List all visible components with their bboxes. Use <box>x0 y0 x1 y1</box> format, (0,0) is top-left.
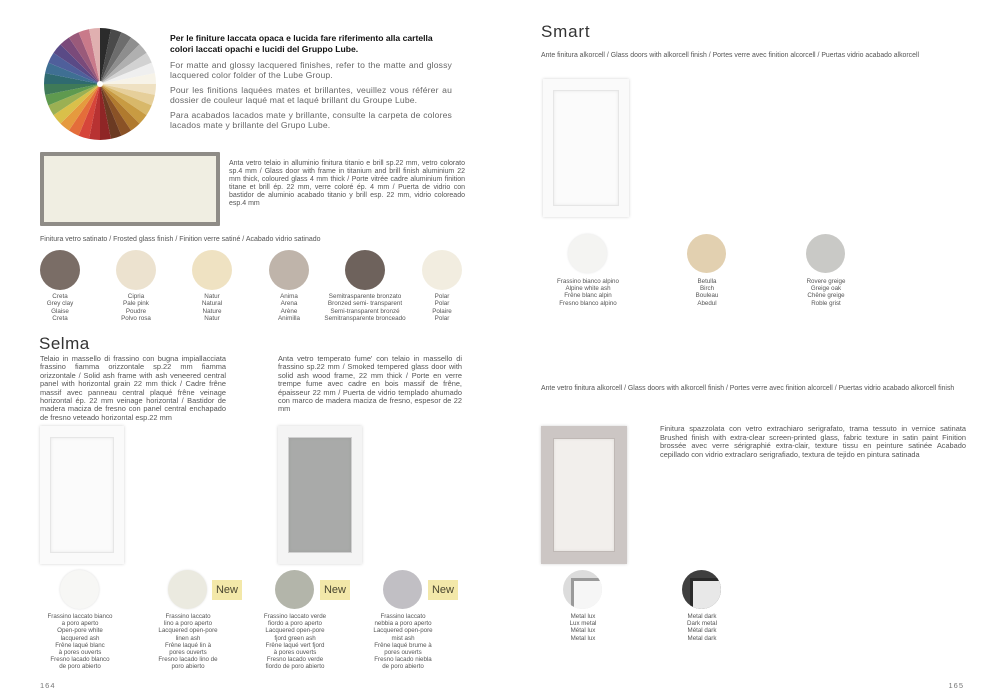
frosted-swatch-bronzato <box>345 250 385 290</box>
intro-spanish: Para acabados lacados mate y brillante, consulte la carpeta de colores lacados mate y brillante del Grupo Lube. <box>170 110 452 130</box>
new-badge-verde: New <box>320 580 350 600</box>
frosted-label-natur: Natur Natural Nature Natur <box>201 293 223 322</box>
new-badge-lino: New <box>212 580 242 600</box>
frosted-swatch-natur <box>192 250 232 290</box>
selma-label-verde: Frassino laccato verde fiordo a poro aperto Lacquered open-pore fjord green ash Frêne laqué vert fjord à pores ouverts Fresno lacado verde fiordo de poro abierto <box>263 613 327 671</box>
frosted-finish-heading: Finitura vetro satinato / Frosted glass finish / Finition verre satiné / Acabado vidrio satinado <box>40 236 321 243</box>
selma-swatch-bianco <box>60 570 99 609</box>
metal-label-lux: Metal lux Lux metal Métal lux Metal lux <box>569 613 597 642</box>
new-badge-nebbia: New <box>428 580 458 600</box>
smart-alkorcell-door-image <box>543 79 629 217</box>
selma-title: Selma <box>39 334 90 353</box>
brushed-finish-description: Finitura spazzolata con vetro extrachiaro serigrafato, trama tessuto in vernice satinata Brushed finish with extra-clear screen-printed glass, fabric texture in satin paint Finition brossée avec verre sérigraphié extra-clair, texture tissu en peinture satinée Acabado cepillado con vidrio extraclaro serigrafiado, textura de tejido en pintura satinada <box>660 424 966 459</box>
metal-swatch-lux <box>563 570 602 609</box>
frosted-swatch-creta <box>40 250 80 290</box>
intro-italian: Per le finiture laccata opaca e lucida fare riferimento alla cartella colori laccati opachi e lucidi del Gruppo Lube. <box>170 33 433 54</box>
smart-title: Smart <box>541 22 591 41</box>
selma-description-right: Anta vetro temperato fume' con telaio in massello di frassino sp.22 mm / Smoked tempered glass door with solid ash wood frame, 22 mm thick / Porte en verre trempe fume avec cadre en bois massif de frêne, épaisseur 22 mm / Puerta de vidrio templado ahumado con marco de madera maciza de fresno, espesor de 22 mm <box>278 354 462 414</box>
smart-subtitle-glass: Ante vetro finitura alkorcell / Glass doors with alkorcell finish / Portes verre avec finition alcorcell / Puertas vidrio acabado alkorcell finish <box>541 385 955 392</box>
selma-smoked-glass-door-image <box>278 426 362 564</box>
selma-ash-door-image <box>40 426 124 564</box>
selma-label-nebbia: Frassino laccato nebbia a poro aperto Lacquered open-pore mist ash Frêne laqué brume à pores ouverts Fresno lacado niebla de poro abierto <box>373 613 433 671</box>
metal-label-dark: Metal dark Dark metal Métal dark Metal dark <box>687 613 717 642</box>
metal-swatch-dark <box>682 570 721 609</box>
frosted-label-polar: Polar Polar Polaire Polar <box>432 293 452 322</box>
page-number-left: 164 <box>40 681 56 690</box>
color-wheel-image <box>38 26 162 142</box>
frosted-label-anima: Anima Arena Arène Animilla <box>277 293 301 322</box>
intro-french: Pour les finitions laquées mates et brillantes, veuillez vous référer au dossier de couleur laqué mat et laqué brillant du Groupe Lube. <box>170 85 452 105</box>
color-wheel-center <box>97 81 103 87</box>
intro-english: For matte and glossy lacquered finishes, refer to the matte and glossy lacquered color folder of the Lube Group. <box>170 60 452 80</box>
frosted-swatch-cipria <box>116 250 156 290</box>
selma-swatch-verde <box>275 570 314 609</box>
smart-label-frassino: Frassino bianco alpino Alpine white ash Frêne blanc alpin Fresno blanco alpino <box>557 278 619 307</box>
frosted-label-cipria: Cipria Pale pink Poudre Polvo rosa <box>121 293 151 322</box>
page-number-right: 165 <box>948 681 964 690</box>
smart-swatch-betulla <box>687 234 726 273</box>
smart-swatch-frassino <box>568 234 607 273</box>
smart-subtitle: Ante finitura alkorcell / Glass doors with alkorcell finish / Portes verre avec finition alcorcell / Puertas vidrio acabado alkorcell <box>541 52 920 59</box>
frosted-label-creta: Creta Grey clay Glaise Creta <box>46 293 74 322</box>
smart-swatch-rovere <box>806 234 845 273</box>
frosted-swatch-anima <box>269 250 309 290</box>
selma-label-bianco: Frassino laccato bianco a poro aperto Open-pore white lacquered ash Frêne laqué blanc à pores ouverts Fresno lacado blanco de poro abierto <box>47 613 113 671</box>
smart-label-rovere: Rovere greige Greige oak Chêne greige Roble grist <box>806 278 846 307</box>
frosted-swatch-polar <box>422 250 462 290</box>
frosted-label-bronzato: Semitrasparente bronzato Bronzed semi- transparent Semi-transparent bronzé Semitransparente bronceado <box>324 293 406 322</box>
selma-swatch-nebbia <box>383 570 422 609</box>
frame-description: Anta vetro telaio in alluminio finitura titanio e brill sp.22 mm, vetro colorato sp.4 mm / Glass door with frame in titanium and brill finish aluminium 22 mm thick, coloured glass 4 mm thick / Porte vitrée cadre aluminium finition titane et brill ép. 22 mm, verre coloré ép. 4 mm / Puerta de vidrio con bastidor de aluminio acabado titanio y brill esp. 22 mm, vidrio coloreado esp.4 mm <box>229 160 465 207</box>
selma-description-left: Telaio in massello di frassino con bugna impiallacciata frassino fiamma orizzontale sp.22 mm fiamma orizzontale / Solid ash frame with ash veneered central panel with horizontal grain 22 mm thick / Cadre frêne massif avec panneau central plaqué frêne veinage horizontal ép. 22 mm veinage horizontal / Bastidor de madera maciza de fresno con panel central enchapado de fresno veteado horizontal esp.22 mm <box>40 354 226 422</box>
smart-metal-door-image <box>541 426 627 564</box>
aluminium-glass-door-image <box>40 152 220 226</box>
selma-swatch-lino <box>168 570 207 609</box>
selma-label-lino: Frassino laccato lino a poro aperto Lacquered open-pore linen ash Frêne laqué lin à pores ouverts Fresno lacado lino de poro abierto <box>158 613 218 671</box>
smart-label-betulla: Betulla Birch Bouleau Abedul <box>695 278 719 307</box>
